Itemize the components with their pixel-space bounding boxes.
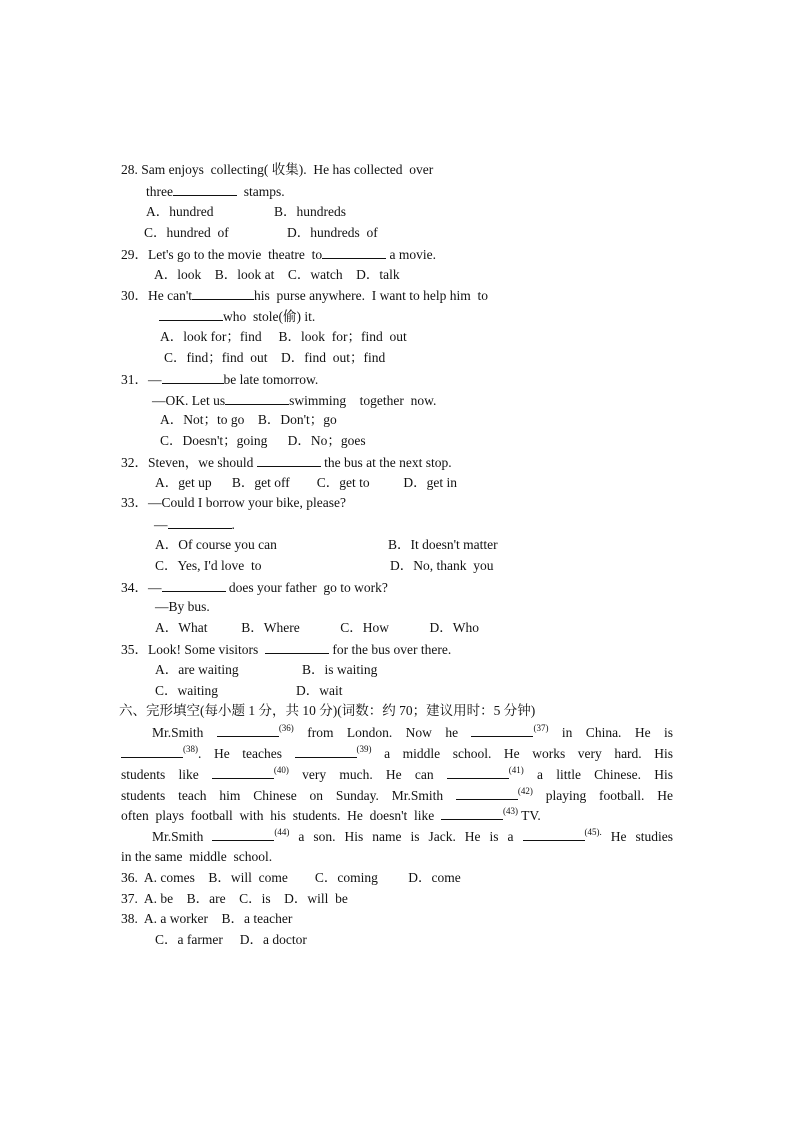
q30-options-cd: C．find；find out D．find out；find <box>164 350 386 365</box>
passage-line-7: in the same middle school. <box>121 849 273 864</box>
section-heading: 六、完形填空(每小题 1 分，共 10 分)(词数：约 70；建议用时：5 分钟) <box>119 703 536 718</box>
q28-stem-2: three stamps. <box>146 184 285 199</box>
passage-line-3: students like $^{(40)}$ very much. He can $^{(41)}$ a little Chinese. His <box>121 765 673 782</box>
q38-options-cd: C．a farmer D．a doctor <box>155 932 307 947</box>
cloze-blank-42[interactable] <box>456 786 518 800</box>
cloze-blank-44[interactable] <box>212 827 274 841</box>
q31-options-ab: A．Not；to go B．Don't；go <box>160 412 337 427</box>
passage-line-5: often plays football with his students. He doesn't like $^{(43)}$ TV. <box>121 806 541 823</box>
cloze-blank-37[interactable] <box>471 723 533 737</box>
q35-option-c: C．waiting <box>155 683 218 698</box>
q34-options: A．What B．Where C．How D．Who <box>155 620 479 635</box>
answer-blank[interactable] <box>159 307 223 321</box>
passage-line-6: Mr.Smith $^{(44)}$ a son. His name is Jack. He is a $^{(45).}$ He studies <box>152 827 674 844</box>
q33-stem: 33．—Could I borrow your bike, please? <box>121 495 346 510</box>
cloze-blank-39[interactable] <box>295 744 357 758</box>
q28-stem: 28. Sam enjoys collecting( 收集). He has collected over <box>121 162 434 177</box>
q33-reply: — . <box>154 517 235 532</box>
q38-options-ab: 38. A. a worker B．a teacher <box>121 911 293 926</box>
answer-blank[interactable] <box>257 453 321 467</box>
answer-blank[interactable] <box>173 182 237 196</box>
passage-line-2: $^{(38)}$. He teaches $^{(39)}$ a middle school. He works very hard. His <box>121 744 673 763</box>
passage-line-1: Mr.Smith $^{(36)}$ from London. Now he $^{(37)}$ in China. He is <box>152 723 674 740</box>
q32-stem: 32．Steven，we should the bus at the next stop. <box>121 455 452 470</box>
cloze-blank-41[interactable] <box>447 765 509 779</box>
q35-option-a: A．are waiting <box>155 662 239 677</box>
q35-stem: 35．Look! Some visitors for the bus over there. <box>121 642 452 657</box>
q28-option-c: C．hundred of <box>144 225 229 240</box>
answer-blank[interactable] <box>265 640 329 654</box>
q30-options-ab: A．look for；find B．look for；find out <box>160 329 407 344</box>
q28-option-b: B．hundreds <box>274 204 346 219</box>
answer-blank[interactable] <box>168 515 232 529</box>
answer-blank[interactable] <box>162 578 226 592</box>
passage-line-4: students teach him Chinese on Sunday. Mr.Smith $^{(42)}$ playing football. He <box>121 786 673 803</box>
q33-option-c: C．Yes, I'd love to <box>155 558 262 573</box>
q30-stem: 30．He can't his purse anywhere. I want to help him to <box>121 288 488 303</box>
q31-stem: 31．— be late tomorrow. <box>121 372 319 387</box>
cloze-blank-40[interactable] <box>212 765 274 779</box>
q37-options: 37. A. be B．are C．is D．will be <box>121 891 348 906</box>
cloze-blank-45[interactable] <box>523 827 585 841</box>
q33-option-a: A．Of course you can <box>155 537 277 552</box>
cloze-blank-38[interactable] <box>121 744 183 758</box>
cloze-blank-43[interactable] <box>441 806 503 820</box>
q35-option-d: D．wait <box>296 683 343 698</box>
answer-blank[interactable] <box>192 286 254 300</box>
q33-option-d: D．No, thank you <box>390 558 494 573</box>
cloze-blank-36[interactable] <box>217 723 279 737</box>
answer-blank[interactable] <box>322 245 386 259</box>
answer-blank[interactable] <box>225 391 289 405</box>
q29-stem: 29．Let's go to the movie theatre to a movie. <box>121 247 437 262</box>
q35-option-b: B．is waiting <box>302 662 378 677</box>
q32-options: A．get up B．get off C．get to D．get in <box>155 475 457 490</box>
q34-stem: 34．— does your father go to work? <box>121 580 388 595</box>
q29-options: A．look B．look at C．watch D．talk <box>154 267 400 282</box>
q34-reply: —By bus. <box>155 599 210 614</box>
q31-options-cd: C．Doesn't；going D．No；goes <box>160 433 366 448</box>
answer-blank[interactable] <box>162 370 224 384</box>
q36-options: 36. A. comes B．will come C．coming D．come <box>121 870 461 885</box>
q33-option-b: B．It doesn't matter <box>388 537 498 552</box>
q28-option-d: D．hundreds of <box>287 225 378 240</box>
q31-stem-2: —OK. Let us swimming together now. <box>152 393 437 408</box>
q30-stem-2: who stole(偷) it. <box>159 307 315 326</box>
q28-option-a: A．hundred <box>146 204 214 219</box>
